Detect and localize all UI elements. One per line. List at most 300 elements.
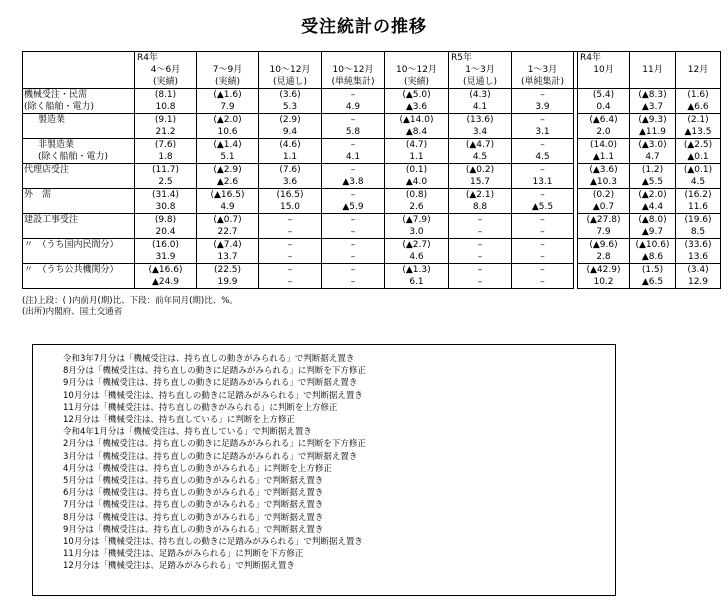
value-cell xyxy=(512,89,574,114)
row-label-line: 外 需 xyxy=(24,190,52,200)
value-upper: – xyxy=(540,115,545,125)
value-upper: – xyxy=(477,240,483,250)
value-upper: (31.4) xyxy=(151,190,180,200)
value-upper: (4.7) xyxy=(405,140,428,150)
row-label-line: (除く船舶・電力) xyxy=(38,152,109,162)
value-cell xyxy=(449,189,512,214)
value-lower: – xyxy=(287,227,293,237)
value-upper: (▲3.6) xyxy=(589,165,618,175)
row-label xyxy=(23,189,135,214)
value-lower: ▲5.5 xyxy=(641,177,664,187)
value-upper: (11.7) xyxy=(151,165,180,175)
value-lower: – xyxy=(287,277,293,287)
value-cell xyxy=(630,189,676,214)
value-cell xyxy=(578,189,630,214)
value-cell xyxy=(630,264,676,289)
value-lower: 4.5 xyxy=(690,177,706,187)
value-lower: 3.9 xyxy=(535,102,550,112)
value-lower: ▲2.6 xyxy=(216,177,239,187)
value-lower: 4.5 xyxy=(472,152,488,162)
value-lower: 13.7 xyxy=(217,252,238,262)
value-upper: – xyxy=(350,90,356,100)
value-upper: – xyxy=(350,115,356,125)
value-upper: – xyxy=(287,265,293,275)
value-cell xyxy=(322,239,385,264)
value-cell xyxy=(385,89,449,114)
value-cell xyxy=(197,189,259,214)
value-cell xyxy=(676,89,721,114)
row-label-line xyxy=(24,126,132,138)
value-lower: 4.9 xyxy=(220,202,235,212)
row-label-line: 非製造業 xyxy=(38,140,75,150)
value-cell xyxy=(385,239,449,264)
value-cell xyxy=(135,139,197,164)
history-line: 10月分は「機械受注は、持ち直しの動きに足踏みがみられる」で判断据え置き xyxy=(63,537,363,548)
value-cell xyxy=(259,89,322,114)
history-line: 12月分は「機械受注は、足踏みがみられる」で判断据え置き xyxy=(63,561,295,572)
value-lower: 4.1 xyxy=(345,152,361,162)
value-upper: – xyxy=(477,215,483,225)
value-upper: (▲7.4) xyxy=(213,240,242,250)
value-cell xyxy=(135,264,197,289)
table-header-row xyxy=(23,52,721,89)
value-lower: 9.4 xyxy=(282,127,298,137)
header-cell: 7～9月 (実績) xyxy=(197,52,259,89)
value-upper: (▲8.0) xyxy=(638,215,667,225)
note-source: (出所)内閣府、国土交通省 xyxy=(22,307,123,317)
value-lower: 2.5 xyxy=(158,177,173,187)
value-upper: (1.6) xyxy=(687,90,709,100)
value-lower: 2.6 xyxy=(409,202,424,212)
value-lower: ▲13.5 xyxy=(684,127,712,137)
value-cell xyxy=(197,239,259,264)
value-lower: – xyxy=(540,252,545,262)
value-upper: (9.1) xyxy=(154,115,177,125)
value-upper: (▲1.4) xyxy=(213,140,242,150)
value-upper: (5.4) xyxy=(592,90,615,100)
value-upper: (16.5) xyxy=(276,190,304,200)
value-cell xyxy=(512,239,574,264)
value-cell xyxy=(135,189,197,214)
value-cell xyxy=(512,214,574,239)
value-cell xyxy=(449,239,512,264)
value-lower: 1.8 xyxy=(158,152,173,162)
value-cell xyxy=(197,164,259,189)
history-line: 9月分は「機械受注は、持ち直しの動きに足踏みがみられる」で判断据え置き xyxy=(63,378,358,389)
value-cell xyxy=(449,264,512,289)
value-lower: ▲9.7 xyxy=(641,227,664,237)
orders-statistics-table xyxy=(22,51,721,289)
header-cell: 10～12月 (見通し) xyxy=(259,52,322,89)
value-lower: ▲6.5 xyxy=(641,277,664,287)
value-upper: (16.2) xyxy=(684,190,712,200)
value-cell xyxy=(512,264,574,289)
value-upper: – xyxy=(540,140,545,150)
value-lower: – xyxy=(477,227,483,237)
value-cell xyxy=(578,239,630,264)
value-lower: 4.6 xyxy=(409,252,424,262)
history-line: 2月分は「機械受注は、持ち直しの動きに足踏みがみられる」に判断を下方修正 xyxy=(63,439,366,450)
value-upper: (8.1) xyxy=(154,90,177,100)
value-upper: (▲16.5) xyxy=(210,190,245,200)
history-line: 10月分は「機械受注は、持ち直しの動きに足踏みがみられる」で判断据え置き xyxy=(63,390,363,401)
value-upper: – xyxy=(540,165,545,175)
value-upper: (7.6) xyxy=(154,140,177,150)
value-upper: – xyxy=(350,265,356,275)
value-upper: (7.6) xyxy=(279,165,301,175)
value-lower: ▲6.6 xyxy=(687,102,709,112)
value-cell xyxy=(676,239,721,264)
value-cell xyxy=(135,239,197,264)
value-lower: 31.9 xyxy=(155,252,176,262)
table-row xyxy=(23,114,721,139)
value-cell xyxy=(385,264,449,289)
value-lower: 30.8 xyxy=(155,202,176,212)
value-upper: – xyxy=(350,190,356,200)
value-lower: 8.5 xyxy=(690,227,706,237)
value-upper: – xyxy=(350,240,356,250)
value-upper: (0.8) xyxy=(405,190,428,200)
value-cell xyxy=(449,214,512,239)
value-upper: (▲7.9) xyxy=(402,215,431,225)
value-upper: (4.3) xyxy=(469,90,491,100)
value-cell xyxy=(197,89,259,114)
value-lower: 3.0 xyxy=(409,227,424,237)
value-cell xyxy=(676,164,721,189)
value-upper: (▲1.3) xyxy=(402,265,431,275)
value-lower: 4.5 xyxy=(535,152,550,162)
value-upper: (14.0) xyxy=(589,140,618,150)
row-label-line: (除く船舶・電力) xyxy=(24,102,95,112)
value-upper: (▲9.6) xyxy=(589,240,618,250)
value-cell xyxy=(578,139,630,164)
header-corner-cell xyxy=(23,52,135,89)
value-upper: (▲4.7) xyxy=(465,140,495,150)
row-label-line: 〃 （うち国内民間分） xyxy=(24,240,119,250)
value-cell xyxy=(578,214,630,239)
value-lower: – xyxy=(540,227,545,237)
value-lower: 13.1 xyxy=(532,177,553,187)
history-line: 11月分は「機械受注は、足踏みがみられる」に判断を下方修正 xyxy=(63,549,304,560)
header-cell: 10～12月 (実績) xyxy=(385,52,449,89)
value-upper: (1.5) xyxy=(641,265,664,275)
header-cell: R4年 4～6月 (実績) xyxy=(135,52,197,89)
value-lower: 0.4 xyxy=(596,102,611,112)
value-lower: 22.7 xyxy=(217,227,238,237)
value-cell xyxy=(322,164,385,189)
history-line: 5月分は「機械受注は、持ち直しの動きがみられる」で判断据え置き xyxy=(63,476,324,487)
history-line: 8月分は「機械受注は、持ち直しの動きに足踏みがみられる」に判断を下方修正 xyxy=(63,366,366,377)
value-lower: ▲10.3 xyxy=(590,177,617,187)
row-label xyxy=(23,139,135,164)
value-cell xyxy=(385,139,449,164)
history-line: 6月分は「機械受注は、持ち直しの動きがみられる」で判断据え置き xyxy=(63,488,324,499)
row-label xyxy=(23,89,135,114)
value-cell xyxy=(197,264,259,289)
value-lower: ▲4.4 xyxy=(641,202,664,212)
judgement-history-box xyxy=(32,344,616,596)
row-label-line: 製造業 xyxy=(38,115,66,125)
value-lower: 5.1 xyxy=(220,152,235,162)
value-upper: – xyxy=(350,215,356,225)
value-upper: – xyxy=(540,265,545,275)
value-cell xyxy=(578,264,630,289)
history-line: 4月分は「機械受注は、持ち直しの動きがみられる」に判断を上方修正 xyxy=(63,463,332,474)
value-upper: (▲2.9) xyxy=(213,165,242,175)
table-row xyxy=(23,89,721,114)
value-upper: (33.6) xyxy=(684,240,712,250)
value-cell xyxy=(512,189,574,214)
value-cell xyxy=(512,114,574,139)
value-cell xyxy=(512,139,574,164)
value-upper: – xyxy=(540,240,545,250)
value-cell xyxy=(322,264,385,289)
row-label-line: 〃 （うち公共機関分） xyxy=(24,265,119,275)
value-lower: ▲0.1 xyxy=(687,152,709,162)
value-lower: 3.4 xyxy=(472,127,488,137)
value-lower: 2.0 xyxy=(596,127,611,137)
value-lower: ▲3.6 xyxy=(405,102,428,112)
value-upper: (▲9.3) xyxy=(638,115,667,125)
value-upper: (▲2.1) xyxy=(465,190,495,200)
value-cell xyxy=(322,139,385,164)
header-cell: 12月 xyxy=(676,52,721,89)
row-label xyxy=(23,239,135,264)
value-cell xyxy=(449,89,512,114)
value-lower: ▲8.4 xyxy=(405,127,428,137)
value-lower: – xyxy=(540,277,545,287)
value-upper: (▲6.4) xyxy=(589,115,618,125)
value-upper: (▲0.1) xyxy=(683,165,713,175)
value-lower: 4.1 xyxy=(472,102,488,112)
value-upper: (0.1) xyxy=(405,165,428,175)
value-cell xyxy=(676,189,721,214)
value-lower: 10.2 xyxy=(593,277,614,287)
value-lower: ▲4.0 xyxy=(405,177,428,187)
history-line: 3月分は「機械受注は、持ち直しの動きに足踏みがみられる」で判断据え置き xyxy=(63,451,358,462)
value-cell xyxy=(578,89,630,114)
value-upper: (3.6) xyxy=(279,90,301,100)
value-upper: – xyxy=(540,215,545,225)
value-cell xyxy=(676,214,721,239)
value-lower: ▲3.8 xyxy=(342,177,364,187)
value-upper: (▲2.7) xyxy=(402,240,431,250)
header-cell: 10～12月 (単純集計) xyxy=(322,52,385,89)
value-upper: – xyxy=(287,240,293,250)
value-upper: – xyxy=(350,140,356,150)
value-upper: (▲42.9) xyxy=(586,265,621,275)
value-upper: (▲2.0) xyxy=(213,115,242,125)
value-cell xyxy=(630,89,676,114)
value-upper: (2.1) xyxy=(687,115,709,125)
value-lower: 12.9 xyxy=(687,277,709,287)
value-upper: – xyxy=(287,215,293,225)
value-cell xyxy=(322,189,385,214)
value-cell xyxy=(135,89,197,114)
value-cell xyxy=(630,164,676,189)
value-cell xyxy=(449,139,512,164)
row-label xyxy=(23,264,135,289)
value-lower: ▲1.1 xyxy=(592,152,615,162)
value-cell xyxy=(512,164,574,189)
value-cell xyxy=(385,164,449,189)
value-cell xyxy=(135,164,197,189)
history-line: 11月分は「機械受注は、持ち直しの動きがみられる」に判断を上方修正 xyxy=(63,402,338,413)
value-upper: (▲0.7) xyxy=(213,215,242,225)
value-cell xyxy=(259,214,322,239)
value-lower: 11.6 xyxy=(687,202,709,212)
value-cell xyxy=(449,114,512,139)
value-cell xyxy=(259,139,322,164)
value-lower: ▲8.6 xyxy=(641,252,664,262)
value-cell xyxy=(630,214,676,239)
value-lower: ▲0.7 xyxy=(592,202,615,212)
value-cell xyxy=(135,114,197,139)
value-lower: 1.1 xyxy=(282,152,298,162)
value-lower: – xyxy=(350,227,356,237)
value-cell xyxy=(135,214,197,239)
value-upper: (▲14.0) xyxy=(399,115,434,125)
value-upper: (19.6) xyxy=(684,215,712,225)
row-label-line: 代理店受注 xyxy=(24,165,70,175)
value-lower: – xyxy=(350,252,356,262)
value-cell xyxy=(385,214,449,239)
value-lower: ▲5.9 xyxy=(342,202,364,212)
value-lower: 19.9 xyxy=(217,277,238,287)
page-title: 受注統計の推移 xyxy=(301,17,427,37)
value-lower: 13.6 xyxy=(687,252,709,262)
value-cell xyxy=(449,164,512,189)
value-lower: 7.9 xyxy=(220,102,235,112)
value-upper: (3.4) xyxy=(687,265,709,275)
value-lower: – xyxy=(287,252,293,262)
table-row xyxy=(23,164,721,189)
value-upper: (▲27.8) xyxy=(586,215,621,225)
value-cell xyxy=(322,214,385,239)
value-lower: 15.0 xyxy=(279,202,301,212)
value-lower: 5.8 xyxy=(345,127,361,137)
value-upper: (▲16.6) xyxy=(148,265,183,275)
value-cell xyxy=(385,189,449,214)
value-upper: – xyxy=(540,90,545,100)
row-label-line xyxy=(24,176,132,188)
value-cell xyxy=(322,114,385,139)
header-cell: R5年 1～3月 (見通し) xyxy=(449,52,512,89)
value-lower: – xyxy=(477,252,483,262)
row-label-line xyxy=(24,201,132,213)
value-upper: – xyxy=(540,190,545,200)
value-cell xyxy=(630,114,676,139)
note-definition: (注)上段：( )内前月(期)比、下段：前年同月(期)比、%。 xyxy=(22,296,238,306)
value-cell xyxy=(630,139,676,164)
history-line: 7月分は「機械受注は、持ち直しの動きがみられる」で判断据え置き xyxy=(63,500,324,511)
history-line: 令和4年1月分は「機械受注は、持ち直している」で判断据え置き xyxy=(63,427,312,438)
value-cell xyxy=(385,114,449,139)
value-lower: 4.7 xyxy=(645,152,660,162)
value-lower: ▲3.7 xyxy=(641,102,664,112)
value-cell xyxy=(676,114,721,139)
value-lower: ▲11.9 xyxy=(639,127,666,137)
value-lower: 10.6 xyxy=(217,127,238,137)
value-upper: (9.8) xyxy=(154,215,177,225)
table-row xyxy=(23,239,721,264)
value-upper: (▲3.0) xyxy=(638,140,667,150)
value-upper: (▲2.5) xyxy=(683,140,713,150)
value-upper: (16.0) xyxy=(151,240,180,250)
table-row xyxy=(23,139,721,164)
table-row xyxy=(23,264,721,289)
value-lower: 6.1 xyxy=(409,277,424,287)
value-upper: (▲10.6) xyxy=(635,240,670,250)
value-cell xyxy=(578,114,630,139)
value-cell xyxy=(259,189,322,214)
value-lower: – xyxy=(477,277,483,287)
value-cell xyxy=(259,164,322,189)
value-lower: 8.8 xyxy=(472,202,488,212)
value-lower: 5.3 xyxy=(282,102,298,112)
value-cell xyxy=(259,264,322,289)
value-cell xyxy=(578,164,630,189)
value-upper: (▲1.6) xyxy=(213,90,242,100)
history-line: 12月分は「機械受注は、持ち直している」に判断を上方修正 xyxy=(63,415,295,426)
value-cell xyxy=(197,214,259,239)
value-cell xyxy=(197,114,259,139)
value-upper: (0.2) xyxy=(592,190,615,200)
header-cell: 1～3月 (単純集計) xyxy=(512,52,574,89)
table-row xyxy=(23,189,721,214)
row-label xyxy=(23,114,135,139)
value-upper: (▲2.0) xyxy=(638,190,667,200)
value-upper: (22.5) xyxy=(213,265,242,275)
value-cell xyxy=(197,139,259,164)
table-row xyxy=(23,214,721,239)
table-notes xyxy=(22,296,238,318)
row-label xyxy=(23,164,135,189)
value-lower: 1.1 xyxy=(409,152,424,162)
value-lower: 10.8 xyxy=(155,102,176,112)
value-lower: ▲5.5 xyxy=(531,202,554,212)
value-cell xyxy=(322,89,385,114)
value-cell xyxy=(259,239,322,264)
row-label-line xyxy=(24,276,132,288)
value-upper: (13.6) xyxy=(466,115,494,125)
row-label xyxy=(23,214,135,239)
row-label-line xyxy=(24,226,132,238)
value-lower: 21.2 xyxy=(155,127,176,137)
row-label-line xyxy=(24,251,132,263)
value-upper: (2.9) xyxy=(279,115,301,125)
history-line: 9月分は「機械受注は、持ち直しの動きがみられる」で判断据え置き xyxy=(63,524,324,535)
value-upper: – xyxy=(477,265,483,275)
value-cell xyxy=(630,239,676,264)
value-upper: – xyxy=(350,165,356,175)
history-line: 令和3年7月分は「機械受注は、持ち直しの動きがみられる」で判断据え置き xyxy=(63,354,355,364)
row-label-line: 機械受注・民需 xyxy=(24,90,88,100)
value-lower: 20.4 xyxy=(155,227,176,237)
header-cell: 11月 xyxy=(630,52,676,89)
value-lower: 4.9 xyxy=(345,102,361,112)
value-upper: (▲0.2) xyxy=(465,165,495,175)
value-lower: – xyxy=(350,277,356,287)
value-lower: 2.8 xyxy=(596,252,611,262)
value-cell xyxy=(676,264,721,289)
value-upper: (1.2) xyxy=(641,165,664,175)
value-upper: (4.6) xyxy=(279,140,301,150)
value-cell xyxy=(676,139,721,164)
row-label-line: 建設工事受注 xyxy=(24,215,79,225)
value-upper: (▲8.3) xyxy=(638,90,667,100)
value-lower: ▲24.9 xyxy=(152,277,179,287)
